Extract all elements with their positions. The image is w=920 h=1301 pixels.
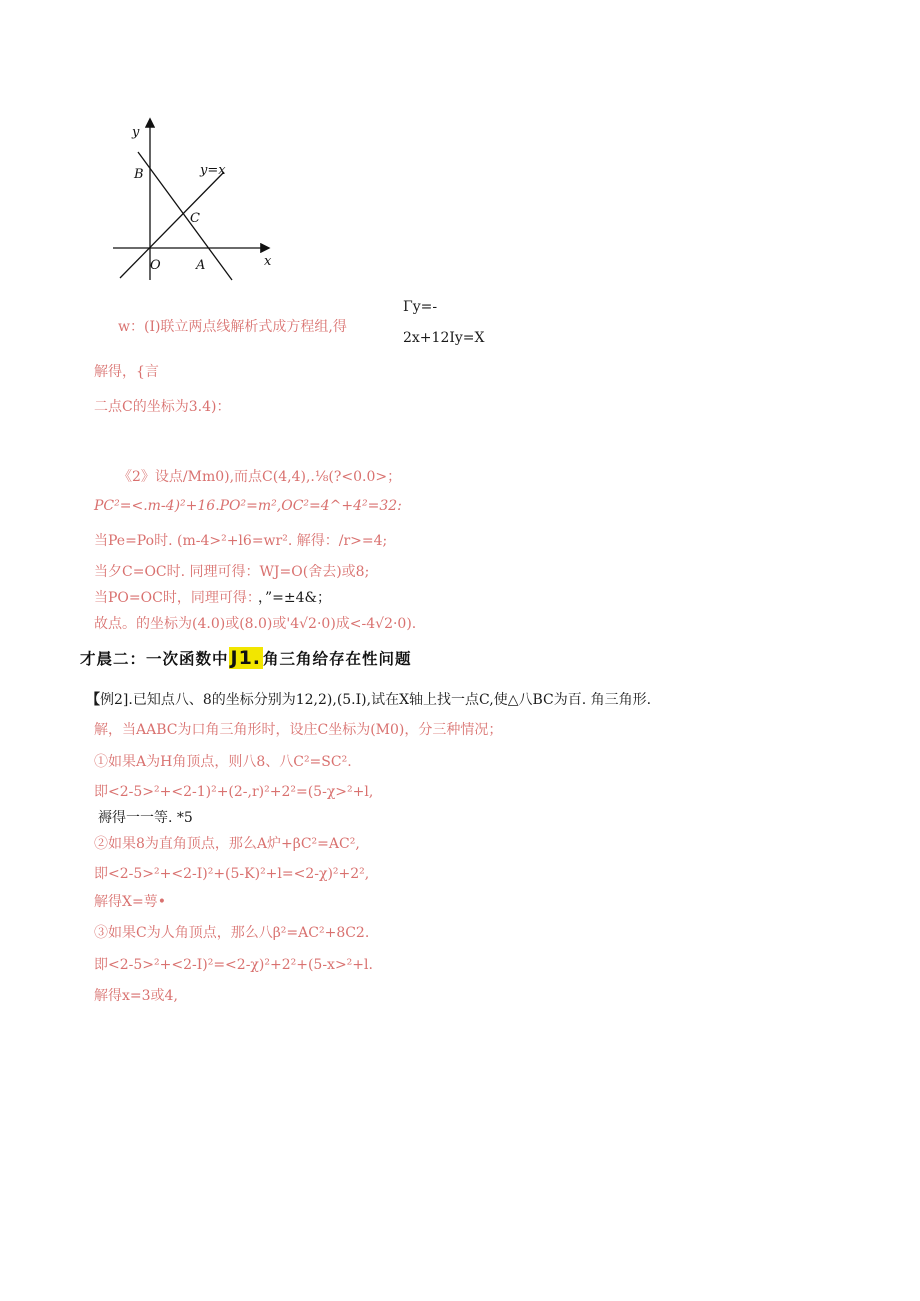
case1-equation: 即<2-5>²+<2-1)²+(2-,r)²+2²=(5-χ>²+l,	[94, 784, 374, 800]
solve-line: 解得，{言	[94, 364, 159, 380]
label-line-eq: y=x	[200, 163, 226, 178]
example2-statement	[86, 689, 651, 709]
label-x: x	[264, 254, 272, 269]
case1-result: 褥得一一等. *5	[98, 810, 193, 826]
part2-line-5a: 当PO=OC时，同理可得：	[94, 590, 261, 606]
label-A: A	[196, 258, 206, 273]
label-B: B	[134, 167, 144, 182]
section2-title-highlight: J1.	[230, 647, 262, 669]
label-C: C	[190, 211, 200, 226]
case2: ②如果8为直角顶点，那么A炉+βC²=AC²,	[94, 836, 360, 852]
coordinate-figure	[108, 112, 288, 287]
example2-text: .已知点八、8的坐标分别为12,2),(5.I),试在X轴上找一点C,使△八BC为百. 角三角形.	[128, 692, 652, 708]
case3-result: 解得x=3或4,	[94, 988, 178, 1004]
case3-equation: 即<2-5>²+<2-I)²=<2-χ)²+2²+(5-x>²+l.	[94, 957, 373, 973]
section2-title	[80, 647, 412, 669]
example2-bracket: 【	[86, 692, 100, 708]
part2-line-2: PC²=<.m-4)²+16.PO²=m²,OC²=4^+4²=32:	[94, 498, 402, 514]
case2-result: 解得X=萼•	[94, 894, 166, 910]
case1: ①如果A为H角顶点，则八8、八C²=SC².	[94, 754, 352, 770]
section2-title-before: 才晨二：一次函数中	[80, 650, 229, 668]
part2-line-3: 当Pe=Po时. (m-4>²+l6=wr². 解得：/r>=4;	[94, 533, 388, 549]
example2-solution-intro: 解，当AABC为口角三角形时，设庄C坐标为(M0)，分三种情况；	[94, 722, 503, 738]
case3: ③如果C为人角顶点，那么八β²=AC²+8C2.	[94, 925, 370, 941]
section2-title-after: 角三角给存在性问题	[263, 650, 412, 668]
label-y: y	[132, 125, 140, 140]
line-y-equals-x	[120, 172, 224, 278]
system-line-2: 2x+12Iy=X	[403, 330, 485, 346]
part1-intro: w：(Ⅰ)联立两点线解析式成方程组,得	[118, 319, 347, 335]
example2-label: 例2]	[100, 692, 129, 708]
part2-line-6: 故点。的坐标为(4.0)或(8.0)或'4√2·0)成<-4√2·0).	[94, 616, 417, 632]
case2-equation: 即<2-5>²+<2-I)²+(5-K)²+l=<2-χ)²+2²,	[94, 866, 370, 882]
system-line-1: Γy=-	[403, 299, 438, 315]
part2-line-4: 当夕C=OC时. 同理可得：WJ=O(舍去)或8;	[94, 564, 370, 580]
label-O: O	[150, 258, 161, 273]
part2-line-5b: ，”=±4&；	[258, 590, 331, 606]
coord-C: 二点C的坐标为3.4)：	[94, 399, 231, 415]
part2-line-1: 《2》设点/Mm0),而点C(4,4),.⅛(?<0.0>；	[118, 469, 402, 485]
